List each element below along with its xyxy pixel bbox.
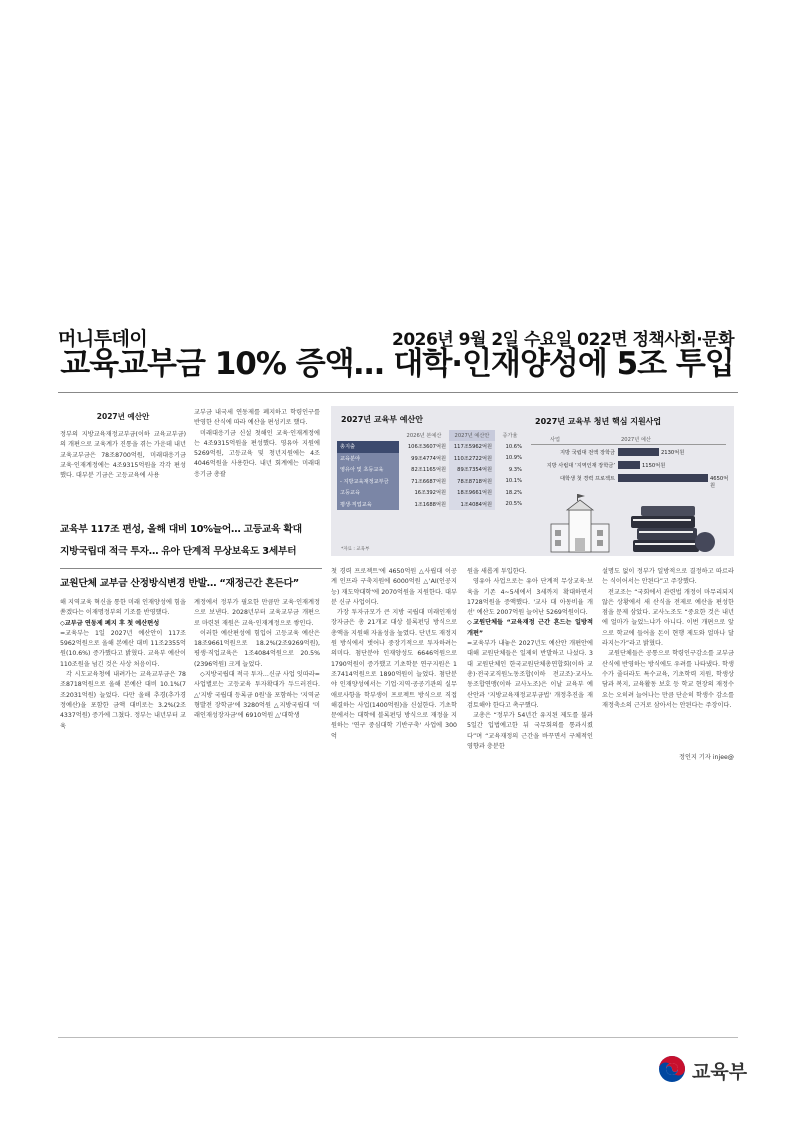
paragraph: 전교조는 “국회에서 관련법 개정이 마무리되지 않은 상황에서 새 산식을 전제로 예산을 편성한 점을 문제 삼았다. 교사노조도 “중요한 것은 내년에 얼마가 늘었느냐가 아니다. 이번 개편으로 앞으로 학교에 들어올 돈이 현행 제도와 얼마나 달라지는가”라고 밝혔다. [602,588,734,648]
budget-cell-rate: 10.9% [505,455,522,462]
paragraph: 설명도 없이 정부가 일방적으로 결정하고 따르라는 식이어서는 안된다”고 주장했다. [602,568,734,586]
paragraph: 영유아 사업으로는 유아 단계적 무상교육·보육을 기존 4~5세에서 3세까지 확대하면서 1728억원을 증액했다. '교사 대 아동비율 개선' 예산도 2007억원 늘어난 5269억원이다. [467,578,593,617]
budget-table-row [337,453,525,465]
budget-cell-rate: 9.3% [508,466,522,473]
budget-header-2026: 2026년 본예산 [406,433,442,439]
body-col2 [194,598,320,722]
budget-row-label: 고등교육 [337,487,399,499]
paragraph: 계정에서 정부가 필요한 만큼만 교육·인재계정으로 보낸다. 2028년부터 교육교부금 개편으로 마련된 재원은 교육·인재계정으로 쌓인다. [194,599,320,627]
budget-cell-2027: 78조8718억원 [449,476,495,488]
body-col1-top [60,430,186,481]
budget-cell-2026: 16조392억원 [414,490,446,497]
paragraph: =교육부가 내놓은 2027년도 예산안 개편안에 대해 교원단체들은 일제히 반발하고 나섰다. 3대 교원단체인 한국교원단체총연합회(이하 교총)·전국교직원노동조합(이하 전교조)·교사노동조합연맹(이하 교사노조)은 이날 교육부 예산안과 '지방교육재정교부금법' 개정추진을 재검토해야 한다고 촉구했다. [467,640,593,709]
dateline: 2026년 9월 2일 수요일 022면 정책사회·문화 [392,330,734,350]
subhead-1: 교육부 117조 편성, 올해 대비 10%늘어… 고등교육 확대 [60,524,302,535]
bar-value-label: 4650억원 [710,476,729,489]
budget-header-rate: 증가율 [502,433,518,439]
body-col5 [602,567,734,711]
chart-category-header: 사업 [550,437,561,443]
budget-cell-2026: 106조3607억원 [407,444,446,451]
budget-cell-rate: 18.2% [505,489,522,496]
headline: 교육교부금 10% 증액… 대학·인재양성에 5조 투입 [60,346,734,382]
paragraph: 가장 투자규모가 큰 지방 국립대 미래인재성장자금은 총 21개교 대상 블록펀딩 방식으로 총액을 지원해 자율성을 높였다. 단년도 재정지원 방식에서 벗어나 중장기적으로 투자하려는 의미다. 첨단분야 인재양성도 6646억원으로 1790억원이 증가했고 기초학문 연구지원은 1조7414억원으로 1890억원이 늘었다. 첨단분야 인재양성에서는 기업·지역·공공기관의 실무애로사항을 학부생이 프로젝트 방식으로 직접 해결하는 사업(1400억원)을 신설한다. 기초학문에서는 대학에 블록펀딩 방식으로 재정을 지원하는 '연구 중심대학 기반구축' 사업에 300억 [331,609,457,740]
paragraph: 정부의 지방교육재정교부금(이하 교육교부금)의 개편으로 교육계가 진통을 겪는 가운데 내년 교육교부금은 78조8700억원, 미래대응기금 교육·인재계정에는 4조9315억원을 각각 편성했다. 대부분 기금은 고등교육에 사용 [60,431,186,480]
ministry-logo [658,1053,748,1085]
budget-table [337,430,525,510]
publication-name: 머니투데이 [58,328,148,350]
kicker: 2027년 예산안 [96,412,150,421]
budget-source: *자료 : 교육부 [341,547,370,552]
budget-header-label [337,430,399,441]
budget-cell-rate: 10.6% [505,443,522,450]
budget-header-2027: 2027년 예산안 [449,430,495,441]
budget-table-row [337,476,525,488]
byline: 정인지 기자 injee@ [679,754,734,761]
budget-cell-2027: 89조7354억원 [449,464,495,476]
paragraph: 교부금 내국세 연동제를 폐지하고 학령인구를 반영한 산식에 따라 예산을 편성키로 했다. [194,409,320,427]
bar-category-label: 지방 사립대 ‘지역인재 장학금’ [546,463,615,469]
paragraph: 교총은 “정부가 54년간 유지된 제도를 불과 5일간 입법예고한 뒤 국무회의를 통과시켰다”며 “교육재정의 근간을 바꾸면서 구체적인 영향과 충분한 [467,712,593,751]
subhead-3: 교원단체 교부금 산정방식변경 반발… “재정근간 흔든다” [60,578,299,589]
budget-table-header [337,430,525,441]
paragraph: ◇지방국립대 적극 투자…신규 사업 잇따라=사업별로는 고등교육 투자확대가 두드러진다. △'지방 국립대 등록금 0원'을 포함하는 '지역균형발전 장학금'에 3280억원 △지방국립대 '미래인재성장자금'에 6910억원 △'대학생 [194,671,320,720]
bar-value-label: 1150억원 [642,463,666,469]
budget-cell-2027: 18조9661억원 [449,487,495,499]
logo-text: 교육부 [692,1061,748,1083]
budget-row-label: 교육분야 [337,453,399,465]
bar [618,474,708,482]
paragraph: 첫 경력 프로젝트'에 4650억원 △사립대 이공계 인프라 구축지원에 6000억원 △'AI(인공지능) 재도약대학'에 2070억원을 지원한다. 대부분 신규 사업이다. [331,568,457,606]
paragraph: 이러한 예산편성에 힘입어 고등교육 예산은 18조9661억원으로 18.2%(2조9269억원), 평생·직업교육은 1조4084억원으로 20.5%(2396억원) 크게 늘었다. [194,629,320,668]
infographic [331,406,734,556]
bar-category-label: 지방 국립대 전액 장학금 [559,450,615,456]
body-col2-top [194,408,320,480]
paragraph: =교육부는 1일 2027년 예산안이 117조5962억원으로 올해 본예산 대비 11조2355억원(10.6%) 증가했다고 밝혔다. 교육부 예산이 110조원을 넘긴 것은 사상 처음이다. [60,629,186,668]
subheads [60,523,322,591]
paragraph: 각 시도교육청에 내려가는 교육교부금은 78조8718억원으로 올해 본예산 대비 10.1%(7조2031억원) 늘었다. 다만 올해 추경(추가경정예산)을 포함한 금액 대비로는 3.2%(2조4337억원) 증가에 그쳤다. 정부는 내년부터 교육 [60,671,186,730]
budget-cell-2026: 99조4774억원 [411,455,446,462]
school-books-illustration [541,492,721,554]
books-stack-icon [631,506,715,552]
section-subheading: ◇교부금 연동제 폐지 후 첫 예산편성 [60,619,160,627]
bar-chart [531,448,731,492]
subhead-divider [60,568,322,569]
budget-row-label: - 지방교육재정교부금 [337,476,399,488]
budget-cell-2026: 82조1165억원 [411,467,446,474]
budget-cell-2026: 71조6687억원 [411,478,446,485]
chart-header-divider [531,444,726,445]
budget-table-row [337,499,525,511]
subhead-2: 지방국립대 적극 투자… 유아 단계적 무상보육도 3세부터 [60,546,297,557]
footer-divider [58,1037,738,1038]
body-col1 [60,598,186,732]
budget-table-row [337,441,525,453]
chart-title: 2027년 교육부 청년 핵심 지원사업 [535,417,662,426]
budget-table-row [337,464,525,476]
budget-cell-rate: 10.1% [505,478,522,485]
bar-category-label: 대학생 첫 경력 프로젝트 [559,476,615,482]
paragraph: 해 지역교육 혁신을 통한 미래 인재양성에 힘을 쏟겠다는 이재명정부의 기조를 반영했다. [60,599,186,617]
budget-row-label: 평생·직업교육 [337,499,399,511]
budget-cell-2027: 1조4084억원 [449,499,495,511]
budget-table-row [337,487,525,499]
bar [618,461,640,469]
paragraph: 미래대응기금 신설 첫해인 교육·인재계정에는 4조9315억원을 편성했다. 영유아 지원에 5269억원, 고등교육 및 청년지원에는 4조4046억원을 사용한다. 내년 회계에는 미래대응기금 총괄 [194,429,320,478]
budget-cell-2026: 1조1688억원 [414,501,446,508]
bar [618,448,659,456]
school-building-icon [551,494,609,552]
taegeuk-logo-icon [658,1055,686,1083]
body-col3 [331,567,457,742]
budget-cell-2027: 117조5962억원 [449,441,495,453]
budget-table-title: 2027년 교육부 예산안 [341,415,423,424]
paragraph: 원을 새롭게 투입한다. [467,568,527,575]
paragraph: 교원단체들은 공통으로 학령인구감소를 교부금 산식에 반영하는 방식에도 우려를 나타냈다. 학생수가 줄더라도 특수교육, 기초학력 지원, 학생상담과 복지, 교육활동 보호 등 학교 현장의 재정수요는 오히려 늘어나는 만큼 단순히 학생수 감소를 재정축소의 근거로 삼아서는 안된다는 주장이다. [602,650,734,709]
bar-value-label: 2130억원 [661,450,685,456]
budget-cell-rate: 20.5% [505,501,522,508]
headline-divider [58,392,738,393]
chart-series-name: 2027년 예산 [621,437,651,443]
body-col4 [467,567,593,752]
budget-cell-2027: 110조2722억원 [449,453,495,465]
budget-row-label: 총지출 [337,441,399,453]
budget-row-label: 영유아 및 초등교육 [337,464,399,476]
section-subheading: ◇교원단체들 “교육재정 근간 흔드는 일방적 개편” [467,619,593,637]
